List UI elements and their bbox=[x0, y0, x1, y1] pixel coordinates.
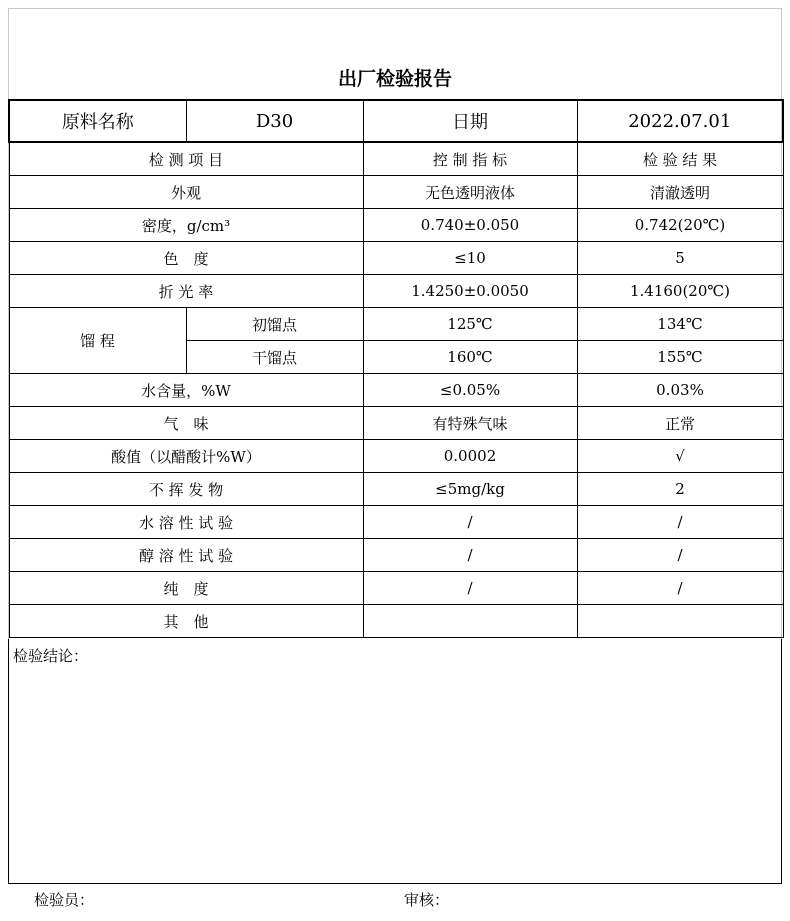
date-value: 2022.07.01 bbox=[577, 100, 783, 142]
row-spec: / bbox=[363, 506, 577, 539]
table-row bbox=[9, 407, 783, 440]
table-row bbox=[9, 308, 783, 341]
row-result: 0.03% bbox=[577, 374, 783, 407]
initial-boiling-point-spec: 125℃ bbox=[363, 308, 577, 341]
initial-boiling-point-label: 初馏点 bbox=[186, 308, 363, 341]
inspection-table bbox=[8, 99, 784, 638]
row-item: 外观 bbox=[9, 176, 363, 209]
row-item: 其 他 bbox=[9, 605, 363, 638]
row-item: 水含量，%W bbox=[9, 374, 363, 407]
date-label: 日期 bbox=[363, 100, 577, 142]
row-spec: 0.740±0.050 bbox=[363, 209, 577, 242]
conclusion-label: 检验结论： bbox=[13, 647, 89, 665]
row-item: 密度，g/cm³ bbox=[9, 209, 363, 242]
material-name-label: 原料名称 bbox=[9, 100, 186, 142]
table-row bbox=[9, 275, 783, 308]
reviewer-label: 审核： bbox=[404, 891, 450, 909]
column-spec-header: 控 制 指 标 bbox=[363, 142, 577, 176]
column-result-header: 检 验 结 果 bbox=[577, 142, 783, 176]
row-spec: 无色透明液体 bbox=[363, 176, 577, 209]
row-spec bbox=[363, 605, 577, 638]
table-row bbox=[9, 605, 783, 638]
row-result: 1.4160(20℃) bbox=[577, 275, 783, 308]
dry-point-label: 干馏点 bbox=[186, 341, 363, 374]
column-item-header: 检 测 项 目 bbox=[9, 142, 363, 176]
table-row bbox=[9, 473, 783, 506]
row-result: 正常 bbox=[577, 407, 783, 440]
row-item: 色 度 bbox=[9, 242, 363, 275]
row-result: / bbox=[577, 572, 783, 605]
table-row bbox=[9, 209, 783, 242]
report-title: 出厂检验报告 bbox=[337, 68, 452, 90]
table-row bbox=[9, 539, 783, 572]
row-result: 2 bbox=[577, 473, 783, 506]
row-result: √ bbox=[577, 440, 783, 473]
row-spec: 1.4250±0.0050 bbox=[363, 275, 577, 308]
table-row bbox=[9, 242, 783, 275]
row-item: 纯 度 bbox=[9, 572, 363, 605]
row-item: 醇 溶 性 试 验 bbox=[9, 539, 363, 572]
dry-point-spec: 160℃ bbox=[363, 341, 577, 374]
table-row bbox=[9, 572, 783, 605]
header-row bbox=[9, 100, 783, 142]
row-spec: / bbox=[363, 539, 577, 572]
row-result: / bbox=[577, 539, 783, 572]
row-spec: ≤0.05% bbox=[363, 374, 577, 407]
material-name-value: D30 bbox=[186, 100, 363, 142]
row-result: 5 bbox=[577, 242, 783, 275]
row-result: / bbox=[577, 506, 783, 539]
column-header-row bbox=[9, 142, 783, 176]
row-item: 不 挥 发 物 bbox=[9, 473, 363, 506]
row-result bbox=[577, 605, 783, 638]
row-item: 酸值（以醋酸计%W） bbox=[9, 440, 363, 473]
row-result: 0.742(20℃) bbox=[577, 209, 783, 242]
table-row bbox=[9, 374, 783, 407]
initial-boiling-point-result: 134℃ bbox=[577, 308, 783, 341]
row-item: 气 味 bbox=[9, 407, 363, 440]
dry-point-result: 155℃ bbox=[577, 341, 783, 374]
row-spec: ≤10 bbox=[363, 242, 577, 275]
distillation-label: 馏 程 bbox=[9, 308, 186, 374]
conclusion-box bbox=[8, 639, 782, 884]
row-spec: 0.0002 bbox=[363, 440, 577, 473]
inspector-label: 检验员： bbox=[34, 891, 95, 909]
row-result: 清澈透明 bbox=[577, 176, 783, 209]
table-row bbox=[9, 440, 783, 473]
table-row bbox=[9, 176, 783, 209]
row-item: 水 溶 性 试 验 bbox=[9, 506, 363, 539]
row-spec: ≤5mg/kg bbox=[363, 473, 577, 506]
table-row bbox=[9, 506, 783, 539]
row-spec: / bbox=[363, 572, 577, 605]
row-spec: 有特殊气味 bbox=[363, 407, 577, 440]
row-item: 折 光 率 bbox=[9, 275, 363, 308]
